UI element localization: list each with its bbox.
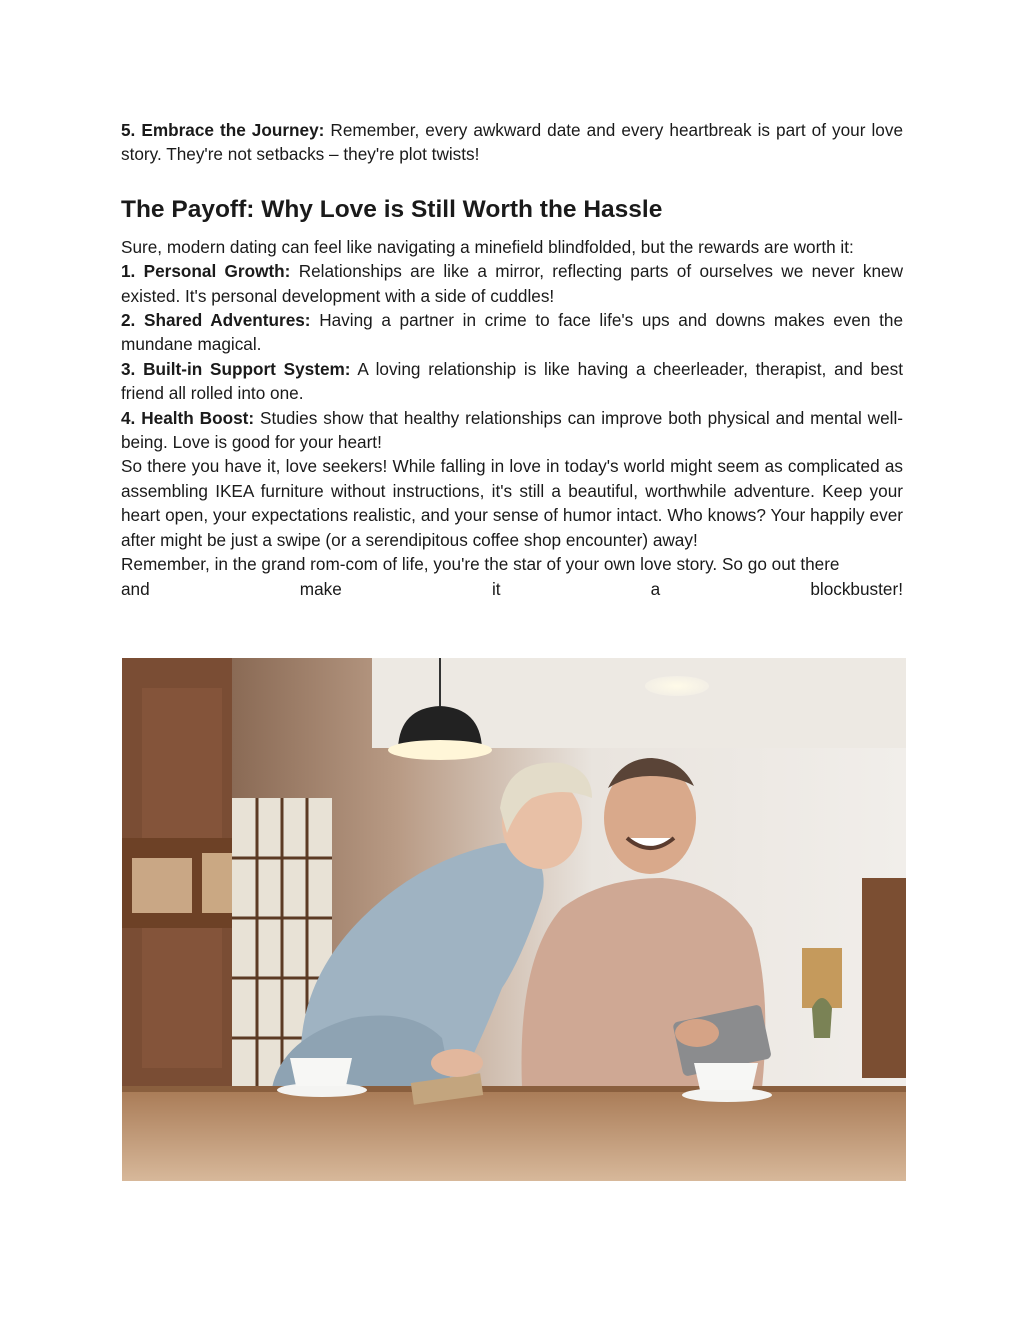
- section-intro: Sure, modern dating can feel like navigating a minefield blindfolded, but the rewards are worth it:: [121, 236, 854, 257]
- final-word: make: [299, 578, 342, 599]
- final-word: a: [650, 578, 661, 599]
- benefit-item-3: [121, 357, 903, 406]
- benefit-label: 2. Shared Adventures:: [121, 310, 311, 331]
- section-heading: The Payoff: Why Love is Still Worth the Hassle: [121, 195, 663, 223]
- benefit-label: 4. Health Boost:: [121, 407, 255, 428]
- benefit-text: Studies show that healthy relationships can improve both physical and mental well-being. Love is good for your heart!: [121, 407, 903, 453]
- final-paragraph: Remember, in the grand rom-com of life, you're the star of your own love story. So go out there: [121, 554, 840, 575]
- couple-cafe-photo: [122, 658, 906, 1181]
- benefit-item-1: [121, 259, 903, 308]
- benefit-label: 1. Personal Growth:: [121, 261, 291, 282]
- tip-5: [121, 118, 903, 167]
- final-paragraph-last-line: [121, 577, 903, 601]
- benefit-text: Having a partner in crime to face life's ups and downs makes even the mundane magical.: [121, 310, 903, 355]
- final-word: and: [121, 578, 150, 599]
- tip-5-text: Remember, every awkward date and every heartbreak is part of your love story. They're not setbacks – they're plot twists!: [121, 120, 904, 165]
- closing-paragraph: So there you have it, love seekers! While falling in love in today's world might seem as complicated as assembling IKEA furniture without instructions, it's still a beautiful, worthwhile adventure. Keep your heart open, your expectations realistic, and your sense of humor intact. Who knows? Your happily ever after might be just a swipe (or a serendipitous coffee shop encounter) away!: [121, 456, 903, 550]
- final-word: blockbuster!: [810, 578, 903, 599]
- benefit-text: A loving relationship is like having a cheerleader, therapist, and best friend all rolled into one.: [121, 358, 903, 404]
- document-page: [121, 118, 903, 601]
- final-word: it: [491, 578, 501, 599]
- benefit-label: 3. Built-in Support System:: [121, 358, 351, 379]
- tip-5-label: 5. Embrace the Journey:: [121, 120, 325, 140]
- benefit-text: Relationships are like a mirror, reflecting parts of ourselves we never knew existed. It's personal development with a side of cuddles!: [121, 261, 903, 306]
- benefit-item-2: [121, 308, 903, 357]
- benefit-item-4: [121, 406, 903, 455]
